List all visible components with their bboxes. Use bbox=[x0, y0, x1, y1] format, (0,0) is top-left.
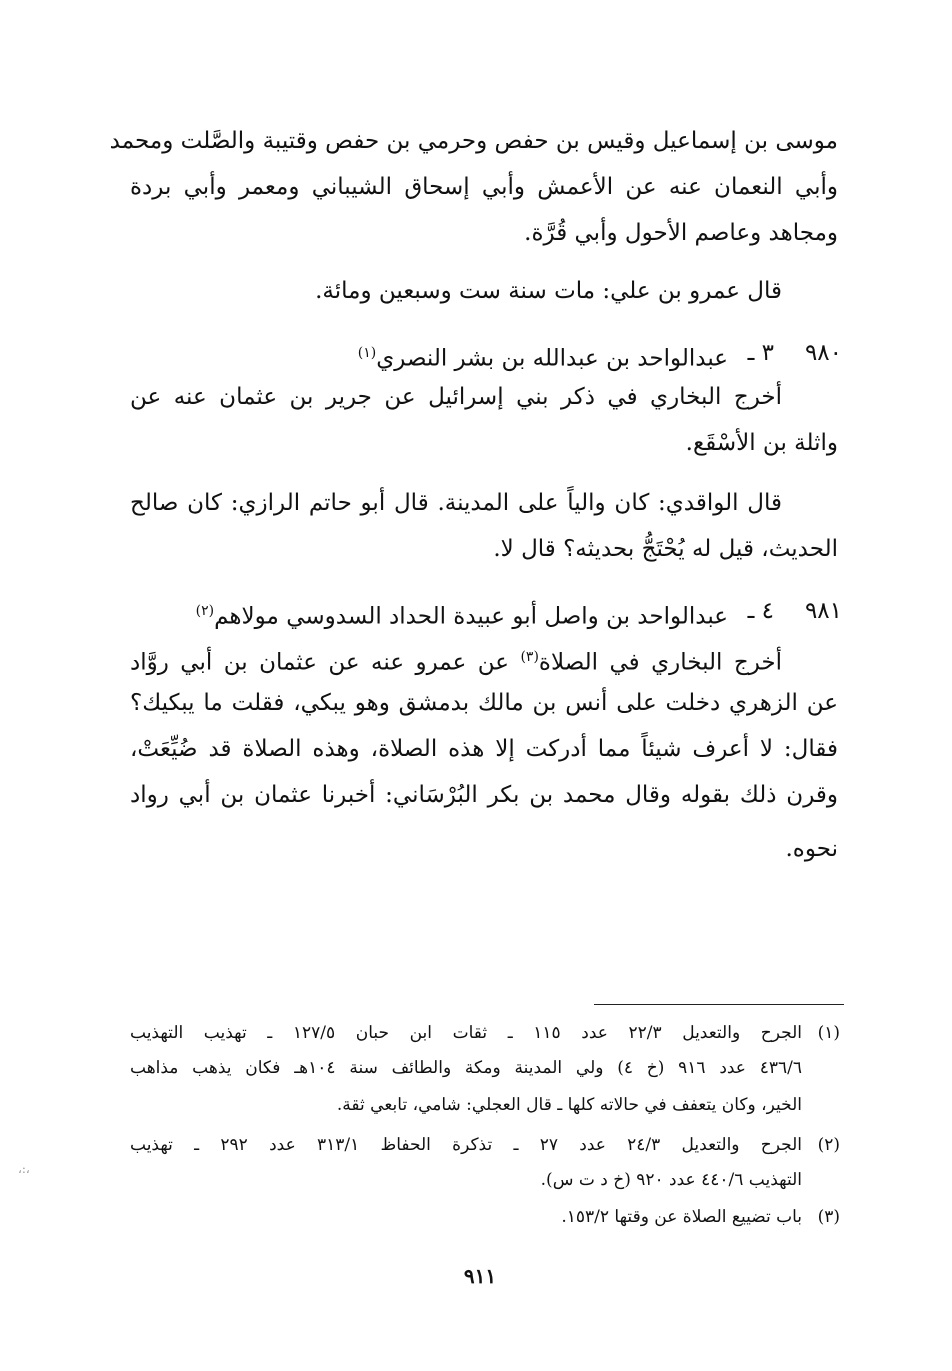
entry-line-1-end: عن عمرو عنه عن عثمان بن أبي روَّاد bbox=[130, 649, 521, 676]
margin-mark: ،:، bbox=[18, 1162, 30, 1176]
entry-line-1-start: أخرج البخاري في الصلاة bbox=[538, 649, 782, 676]
footnote-ref: (١) bbox=[357, 345, 377, 361]
entry-number: ٩٨١ bbox=[804, 598, 842, 624]
page-number: ٩١١ bbox=[463, 1264, 497, 1288]
footnote-line: الجرح والتعديل ٢٤/٣ عدد ٢٧ ـ تذكرة الحفاظ ٣١٣/١ عدد ٢٩٢ ـ تهذيب bbox=[130, 1135, 803, 1155]
entry-line-2: واثلة بن الأسْقَع. bbox=[685, 430, 838, 456]
entry-title-text: عبدالواحد بن واصل أبو عبيدة الحداد السدوسي مولاهم bbox=[214, 603, 728, 630]
entry-line-4: وقرن ذلك بقوله وقال محمد بن بكر البُرْسَاني: أخبرنا عثمان بن أبي رواد bbox=[130, 782, 838, 808]
footnote-ref: (٢) bbox=[195, 603, 215, 619]
footnote-number: (٣) bbox=[817, 1207, 840, 1227]
entry-line-5: نحوه. bbox=[785, 836, 838, 862]
comment-line-1: قال الواقدي: كان والياً على المدينة. قال أبو حاتم الرازي: كان صالح bbox=[130, 490, 782, 516]
footnote-line: باب تضييع الصلاة عن وقتها ١٥٣/٢. bbox=[561, 1207, 802, 1227]
footnote-ref: (٣) bbox=[520, 649, 539, 665]
footnote-line: ٤٣٦/٦ عدد ٩١٦ (خ ٤) ولي المدينة ومكة والطائف سنة ١٠٤هـ فكان يذهب مذاهب bbox=[130, 1058, 802, 1078]
body-line-1: موسى بن إسماعيل وقيس بن حفص وحرمي بن حفص وقتيبة والصَّلت ومحمد bbox=[109, 128, 838, 154]
entry-index: ٤ ـ bbox=[747, 598, 774, 624]
entry-title-text: عبدالواحد بن عبدالله بن بشر النصري bbox=[376, 345, 728, 372]
footnote-number: (٢) bbox=[817, 1135, 840, 1155]
footnote-separator bbox=[594, 1004, 844, 1005]
entry-number: ٩٨٠ bbox=[804, 340, 842, 366]
body-line-3: ومجاهد وعاصم الأحول وأبي قُرَّة. bbox=[524, 220, 838, 246]
comment-line-2: الحديث، قيل له يُحْتَجُّ بحديثه؟ قال لا. bbox=[493, 536, 838, 562]
entry-line-1 bbox=[130, 634, 782, 686]
entry-line-2: عن الزهري دخلت على أنس بن مالك بدمشق وهو يبكي، فقلت ما يبكيك؟ bbox=[130, 690, 838, 716]
footnote-number: (١) bbox=[817, 1023, 840, 1043]
entry-index: ٣ ـ bbox=[747, 340, 774, 366]
footnote-line: الخير، وكان يتعفف في حالاته كلها ـ قال العجلي: شامي، تابعي ثقة. bbox=[336, 1095, 802, 1115]
entry-line-1: أخرج البخاري في ذكر بني إسرائيل عن جرير بن عثمان عنه عن bbox=[130, 384, 782, 410]
footnote-line: التهذيب ٤٤٠/٦ عدد ٩٢٠ (خ د ت س). bbox=[540, 1170, 802, 1190]
death-note: قال عمرو بن علي: مات سنة ست وسبعين ومائة. bbox=[315, 278, 782, 304]
entry-line-3: فقال: لا أعرف شيئاً مما أدركت إلا هذه الصلاة، وهذه الصلاة قد ضُيِّعَتْ، bbox=[130, 736, 838, 762]
entry-title bbox=[196, 588, 728, 640]
body-line-2: وأبي النعمان عنه عن الأعمش وأبي إسحاق الشيباني ومعمر وأبي بردة bbox=[130, 174, 838, 200]
footnote-line: الجرح والتعديل ٢٢/٣ عدد ١١٥ ـ ثقات ابن حبان ١٢٧/٥ ـ تهذيب التهذيب bbox=[130, 1023, 802, 1043]
